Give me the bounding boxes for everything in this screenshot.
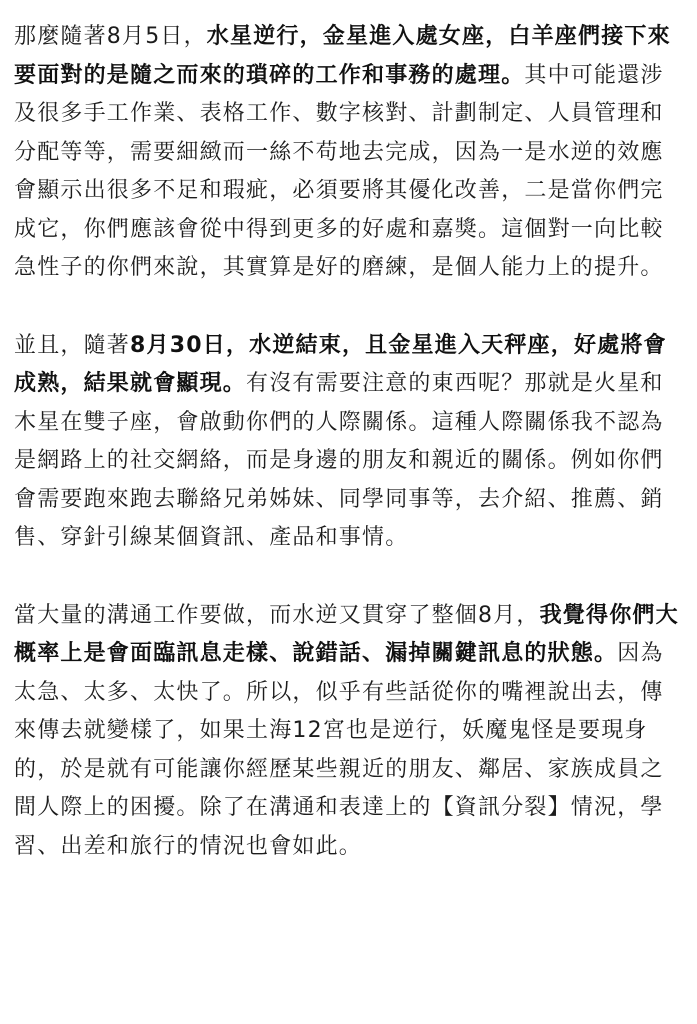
paragraph-2-text: 有沒有需要注意的東西呢？那就是火星和木星在雙子座，會啟動你們的人際關係。這種人際關係我不認為是網路上的社交網絡，而是身邊的朋友和親近的關係。例如你們會需要跑來跑去聯絡兄弟姊妹、同學同事等，去介紹、推薦、銷售、穿針引線某個資訊、產品和事情。 [14,371,664,550]
paragraph-1-emphasis: 水星逆行，金星進入處女座，白羊座們接下來要面對的是隨之而來的瑣碎的工作和事務的處理。 [14,24,671,88]
paragraph-1-text: 那麼隨著8月5日， [14,24,207,49]
paragraph-2-emphasis: 8月30日，水逆結束，且金星進入天秤座，好處將會成熟，結果就會顯現。 [14,332,667,396]
paragraph-3-text: 當大量的溝通工作要做，而水逆又貫穿了整個8月， [14,602,540,628]
paragraph-3-emphasis: 我覺得你們大概率上是會面臨訊息走樣、說錯話、漏掉關鍵訊息的狀態。 [14,602,679,666]
paragraph-2-text: 並且，隨著 [14,332,131,358]
paragraph-2 [14,327,683,558]
paragraph-1-text: 其中可能還涉及很多手工作業、表格工作、數字核對、計劃制定、人員管理和分配等等，需要細緻而一絲不苟地去完成，因為一是水逆的效應會顯示出很多不足和瑕疵，必須要將其優化改善，二是當你們完成它，你們應該會從中得到更多的好處和嘉獎。這個對一向比較急性子的你們來說，其實算是好的磨練，是個人能力上的提升。 [14,62,664,280]
paragraph-1 [14,18,683,288]
paragraph-3 [14,597,683,867]
paragraph-3-text: 因為太急、太多、太快了。所以，似乎有些話從你的嘴裡說出去，傳來傳去就變樣了，如果土海12宮也是逆行，妖魔鬼怪是要現身的，於是就有可能讓你經歷某些親近的朋友、鄰居、家族成員之間人際上的困擾。除了在溝通和表達上的【資訊分裂】情況，學習、出差和旅行的情況也會如此。 [14,641,664,859]
